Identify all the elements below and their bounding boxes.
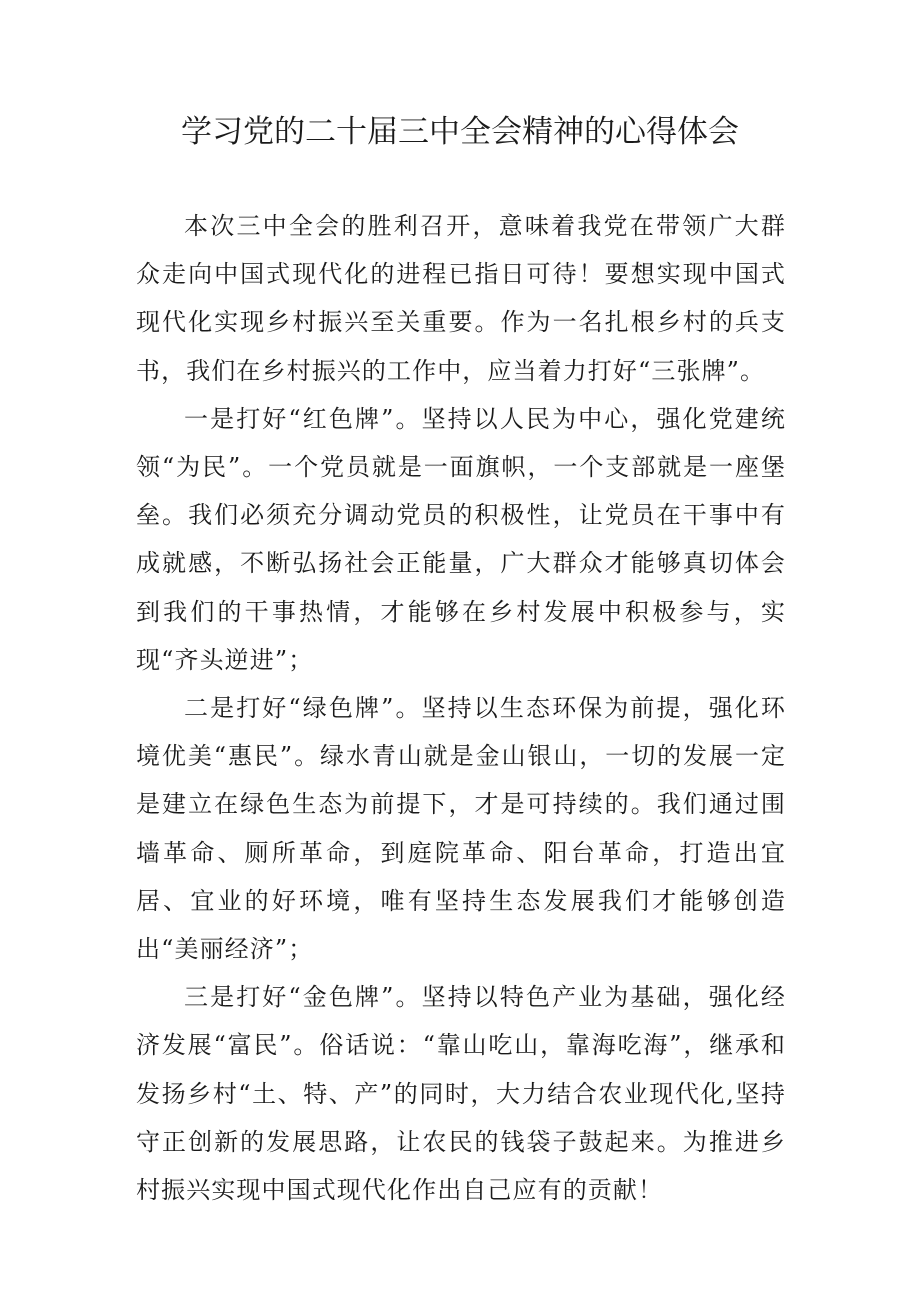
paragraph-intro: 本次三中全会的胜利召开，意味着我党在带领广大群众走向中国式现代化的进程已指日可待！要想实现中国式现代化实现乡村振兴至关重要。作为一名扎根乡村的兵支书，我们在乡村振兴的工作中，应当着力打好“三张牌”。 — [136, 212, 786, 385]
paragraph-green-card: 二是打好“绿色牌”。坚持以生态环保为前提，强化环境优美“惠民”。绿水青山就是金山银山，一切的发展一定是建立在绿色生态为前提下，才是可持续的。我们通过围墙革命、厕所革命，到庭院革命、阳台革命，打造出宜居、宜业的好环境，唯有坚持生态发展我们才能够创造出“美丽经济”； — [136, 694, 786, 964]
paragraph-gold-card: 三是打好“金色牌”。坚持以特色产业为基础，强化经济发展“富民”。俗话说：“靠山吃山，靠海吃海”，继承和发扬乡村“土、特、产”的同时，大力结合农业现代化,坚持守正创新的发展思路，让农民的钱袋子鼓起来。为推进乡村振兴实现中国式现代化作出自己应有的贡献！ — [136, 983, 786, 1205]
paragraph-red-card: 一是打好“红色牌”。坚持以人民为中心，强化党建统领“为民”。一个党员就是一面旗帜，一个支部就是一座堡垒。我们必须充分调动党员的积极性，让党员在干事中有成就感，不断弘扬社会正能量，广大群众才能够真切体会到我们的干事热情，才能够在乡村发展中积极参与，实现“齐头逆进”； — [136, 404, 786, 674]
document-body — [136, 202, 786, 1214]
document-title: 学习党的二十届三中全会精神的心得体会 — [181, 114, 739, 150]
